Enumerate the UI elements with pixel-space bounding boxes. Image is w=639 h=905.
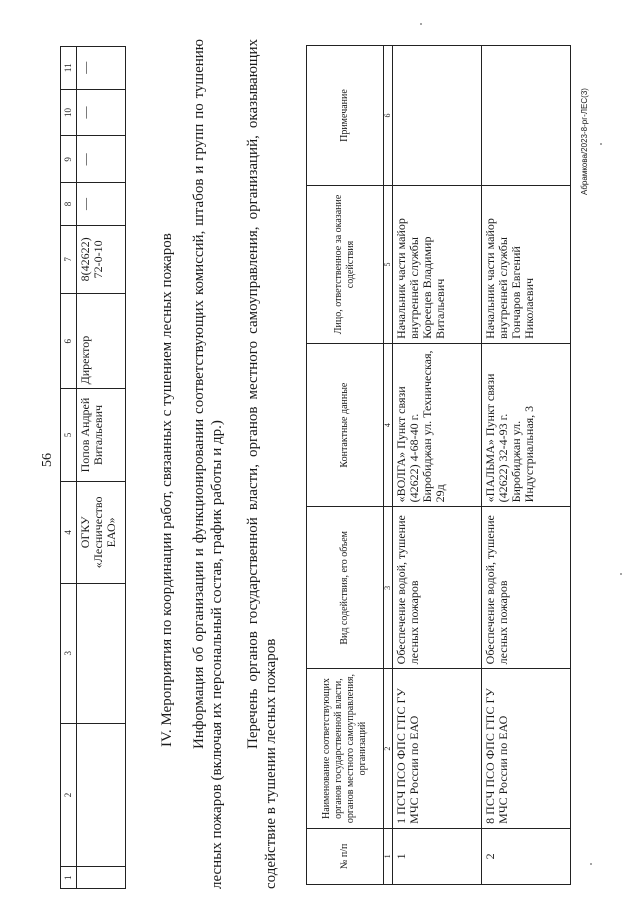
column-number: 4 [384,343,393,506]
paragraph-commissions: Информация об организации и функционировании соответствующих комиссий, штабов и групп по тушению лесных пожаров (включая их персональный состав, график работы и др.) [191,39,225,889]
scan-speck [590,863,592,865]
responsible-cell: Начальник части майор внутренней службы Кореецев Владимир Витальевич [393,186,482,344]
column-number-row [384,46,393,885]
column-number: 6 [384,46,393,186]
column-number: 3 [384,507,393,669]
table-header-row [307,46,384,885]
row-number: 2 [482,828,571,884]
top-table-row [77,47,126,889]
page-number: 56 [40,453,55,467]
contacts-cell: «ВОЛГА» Пункт связи (42622) 4-68-40 г. Биробиджан ул. Техническая, 29д [393,343,482,506]
column-number: 1 [384,828,393,884]
top-cell-dash: — [77,47,126,90]
top-table-header-row [61,47,77,889]
top-col-num: 3 [61,584,77,723]
contacts-cell: «ПАЛЬМА» Пункт связи (42622) 32-4-93 г. Биробиджан ул. Индустриальная, 3 [482,343,571,506]
note-cell [393,46,482,186]
top-cell [77,584,126,723]
paragraph-organizations: Перечень органов государственной власти, органов местного самоуправления, организаций, оказывающих содействие в тушении лесных пожаров [245,39,279,889]
top-col-num: 8 [61,183,77,225]
header-assistance-type: Вид содействия, его объем [307,507,384,669]
top-col-num: 2 [61,723,77,867]
top-cell-dash: — [77,89,126,136]
responsible-cell: Начальник части майор внутренней службы Гончаров Евгений Николаевич [482,186,571,344]
table-row [482,46,571,885]
top-cell [77,723,126,867]
top-col-num: 9 [61,136,77,183]
column-number: 2 [384,669,393,829]
scan-speck [600,143,602,145]
assistance-cell: Обеспечение водой, тушение лесных пожаров [482,507,571,669]
top-cell-dash: — [77,136,126,183]
note-cell [482,46,571,186]
top-col-num: 6 [61,293,77,388]
top-col-num: 4 [61,481,77,583]
assistance-cell: Обеспечение водой, тушение лесных пожаров [393,507,482,669]
header-number: № п/п [307,828,384,884]
header-organization: Наименование соответствующих органов государственной власти, органов местного самоуправления, организаций [307,669,384,829]
table-row [393,46,482,885]
top-cell-dash: — [77,183,126,225]
top-col-num: 7 [61,225,77,293]
scan-speck [420,23,422,25]
row-number: 1 [393,828,482,884]
header-contacts: Контактные данные [307,343,384,506]
top-cell-person: Попов Андрей Витальевич [77,389,126,481]
document-code: Абрамкова/2023-8-рг-ЛЕС(3) [580,88,589,195]
header-note: Примечание [307,46,384,186]
top-cell [77,867,126,889]
top-cell-position: Директор [77,293,126,388]
top-col-num: 1 [61,867,77,889]
header-responsible-person: Лицо, ответственное за оказание содействия [307,186,384,344]
scan-speck [620,573,622,575]
column-number: 5 [384,186,393,344]
organization-cell: 8 ПСЧ ПСО ФПС ГПС ГУ МЧС России по ЕАО [482,669,571,829]
section-title: IV. Мероприятия по координации работ, связанных с тушением лесных пожаров [159,233,175,747]
assistance-organizations-table [306,45,571,885]
top-cell-organization: ОГКУ «Лесничество ЕАО» [77,481,126,583]
top-table-fragment [60,46,126,889]
top-col-num: 10 [61,89,77,136]
top-col-num: 11 [61,47,77,90]
top-col-num: 5 [61,389,77,481]
top-cell-phone: 8(42622) 72-0-10 [77,225,126,293]
organization-cell: 1 ПСЧ ПСО ФПС ГПС ГУ МЧС России по ЕАО [393,669,482,829]
